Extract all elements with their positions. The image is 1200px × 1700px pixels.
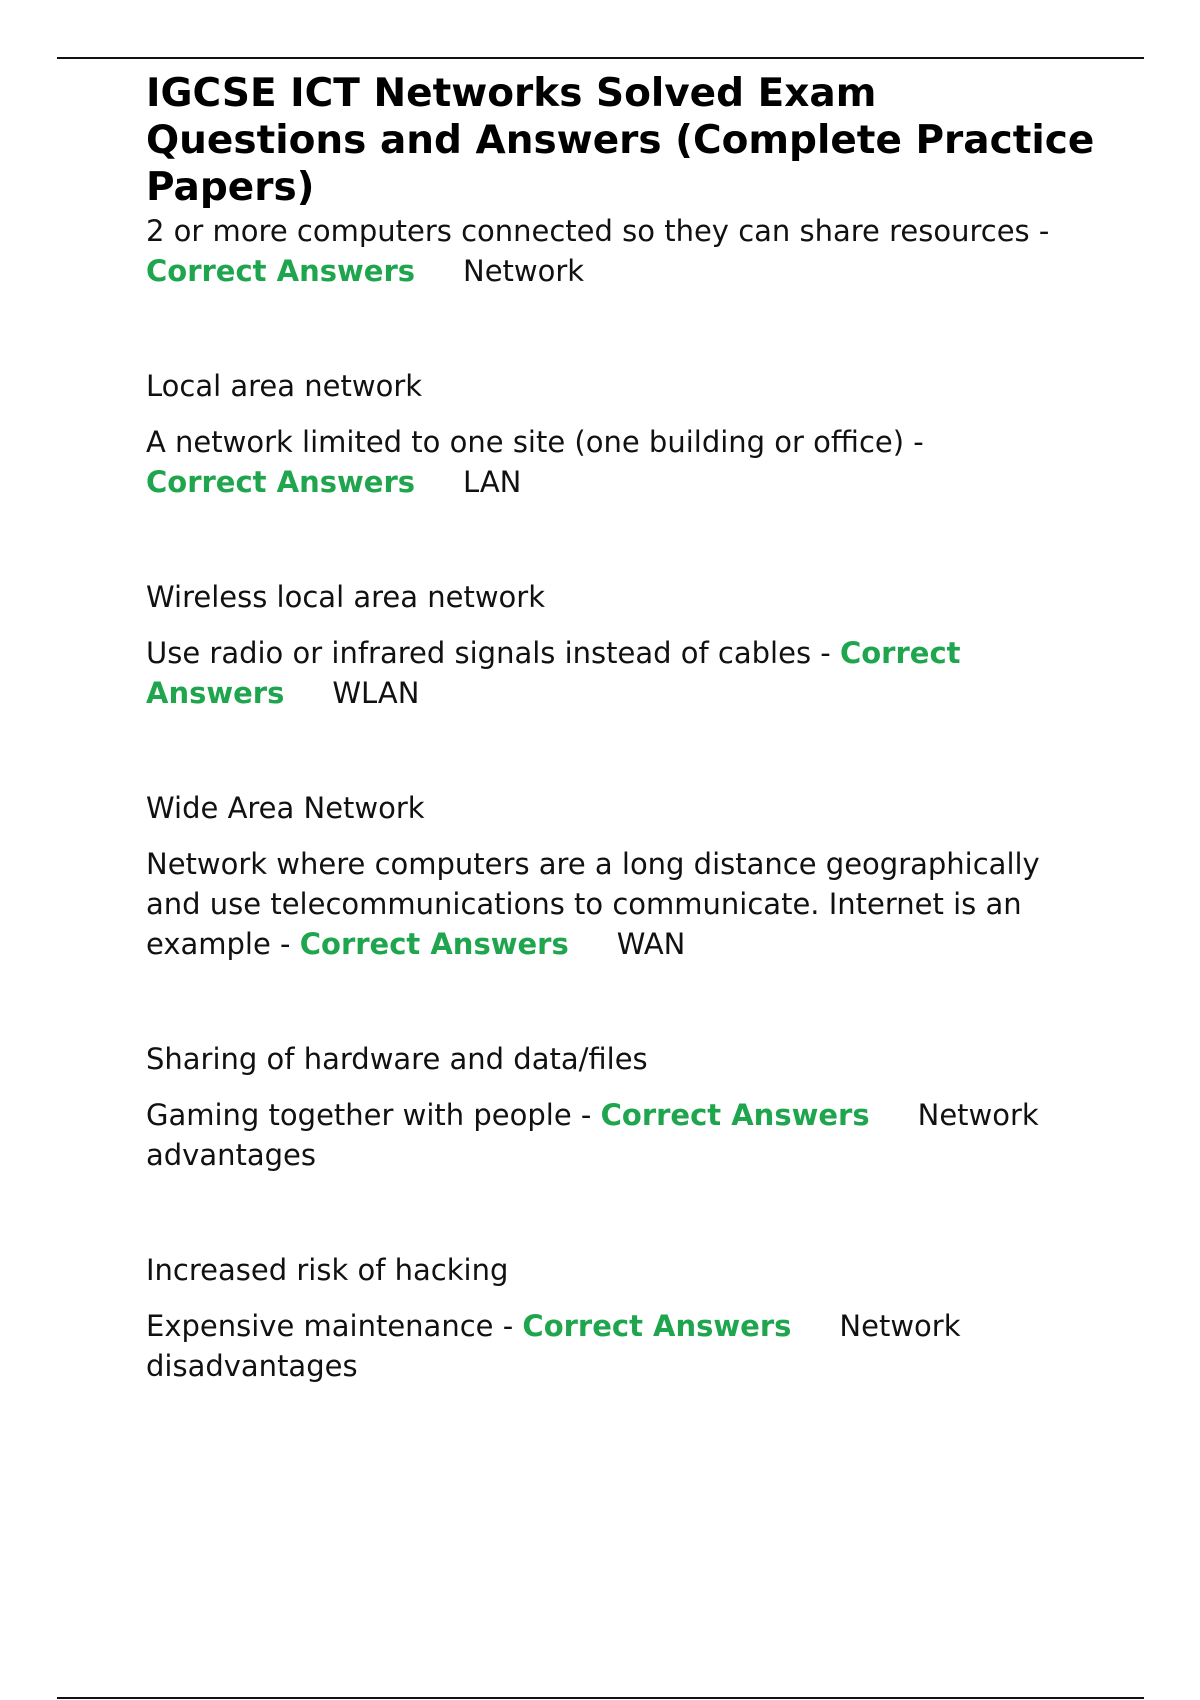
question-text: A network limited to one site (one building or office) - [146,425,924,459]
top-rule [57,57,1144,59]
prompt-local-area-network: Local area network [146,369,423,403]
correct-answers-label: Correct Answers [522,1309,792,1343]
qa-item-network-disadvantages [146,1306,1096,1386]
correct-answers-label: Correct Answers [299,927,569,961]
prompt-sharing-hardware: Sharing of hardware and data/files [146,1042,648,1076]
correct-answers-label: Correct Answers [146,465,416,499]
qa-item-wlan [146,633,1096,713]
answer-text: Network disadvantages [146,1309,961,1383]
document-body [146,70,1096,1386]
question-text: Gaming together with people - [146,1098,592,1132]
qa-item-network [146,211,1096,291]
answer-text: WLAN [332,676,420,710]
question-text: 2 or more computers connected so they can share resources - [146,214,1050,248]
answer-text: WAN [616,927,686,961]
prompt-wide-area-network: Wide Area Network [146,791,425,825]
qa-item-network-advantages [146,1095,1096,1175]
prompt-wireless-lan: Wireless local area network [146,580,546,614]
question-text: Expensive maintenance - [146,1309,514,1343]
document-title: IGCSE ICT Networks Solved Exam Questions and Answers (Complete Practice Papers) [146,71,1095,210]
question-text: Use radio or infrared signals instead of cables - [146,636,831,670]
correct-answers-label: Correct Answers [146,636,961,710]
bottom-rule [57,1697,1144,1699]
prompt-increased-risk: Increased risk of hacking [146,1253,509,1287]
answer-text: LAN [463,465,522,499]
question-text: Network where computers are a long distance geographically and use telecommunications to communicate. Internet is an example - [146,847,1040,961]
correct-answers-label: Correct Answers [600,1098,870,1132]
answer-text: Network [463,254,585,288]
answer-text: Network advantages [146,1098,1039,1172]
qa-item-lan [146,422,1096,502]
qa-item-wan [146,844,1096,964]
correct-answers-label: Correct Answers [146,254,416,288]
